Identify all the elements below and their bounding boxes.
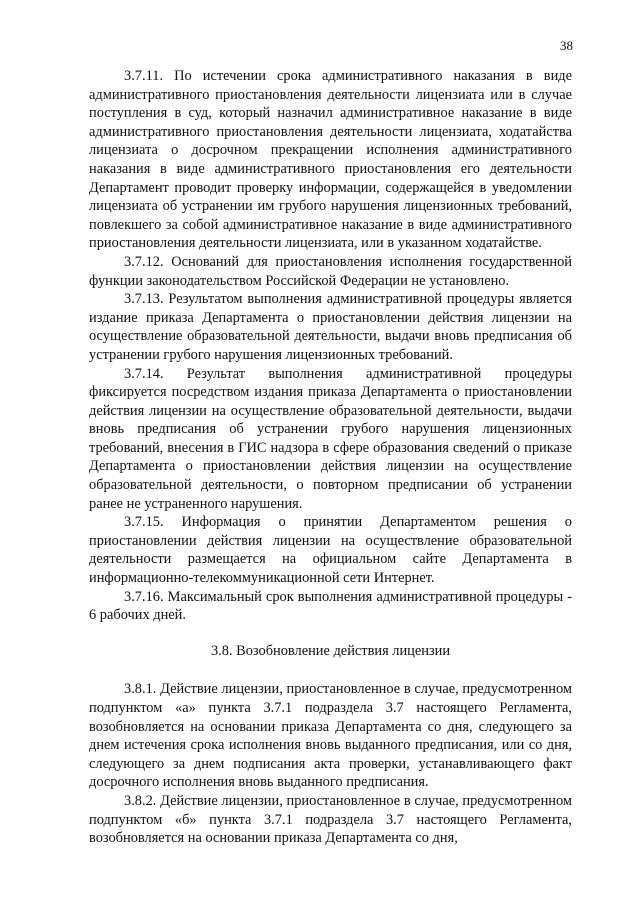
section-title: 3.8. Возобновление действия лицензии [210,642,451,659]
document-body [89,67,572,848]
paragraph-3-8-2: 3.8.2. Действие лицензии, приостановленное в случае, предусмотренном подпунктом «б» пункта 3.7.1 подраздела 3.7 настоящего Регламента, возобновляется на основании приказа Департамента со дня, [89,792,572,847]
paragraph-3-7-13: 3.7.13. Результатом выполнения административной процедуры является издание приказа Департамента о приостановлении действия лицензии на осуществление образовательной деятельности, выдачи вновь предписания об устранении грубого нарушения лицензионных требований. [89,291,572,363]
paragraph-3-7-15: 3.7.15. Информация о принятии Департаментом решения о приостановлении действия лицензии на осуществление образовательной деятельности размещается на официальном сайте Департамента в информационно-телекоммуникационной сети Интернет. [89,514,572,587]
paragraph-3-8-1: 3.8.1. Действие лицензии, приостановленное в случае, предусмотренном подпунктом «а» пункта 3.7.1 подраздела 3.7 настоящего Регламента, возобновляется на основании приказа Департамента со дня, следующего за днем истечения срока исполнения вновь выданного предписания, или со дня, следующего за днем подписания акта проверки, устанавливающего факт досрочного исполнения вновь выданного предписания. [89,681,572,791]
paragraph-3-7-14: 3.7.14. Результат выполнения административной процедуры фиксируется посредством издания приказа Департамента о приостановлении действия лицензии на осуществление образовательной деятельности, выдачи вновь предписания об устранении грубого нарушения лицензионных требований, внесения в ГИС надзора в сфере образования сведений о приказе Департамента о приостановлении действия лицензии на осуществление образовательной деятельности, о повторном предписании об устранении ранее не устраненного нарушения. [89,365,572,512]
paragraph-3-7-11: 3.7.11. По истечении срока административного наказания в виде административного приостановления деятельности лицензиата или в случае поступления в суд, который назначил административное наказание в виде административного приостановления деятельности лицензиата, ходатайства лицензиата о досрочном прекращении исполнения административного наказания в виде административного приостановления его деятельности Департамент проводит проверку информации, содержащейся в уведомлении лицензиата об устранении им грубого нарушения лицензионных требований, повлекшего за собой административное наказание в виде административного приостановления деятельности лицензиата, или в указанном ходатайстве. [89,68,572,252]
page-number: 38 [560,38,573,53]
paragraph-3-7-12: 3.7.12. Оснований для приостановления исполнения государственной функции законодательством Российской Федерации не установлено. [89,253,572,289]
paragraph-3-7-16: 3.7.16. Максимальный срок выполнения административной процедуры - 6 рабочих дней. [89,588,572,624]
